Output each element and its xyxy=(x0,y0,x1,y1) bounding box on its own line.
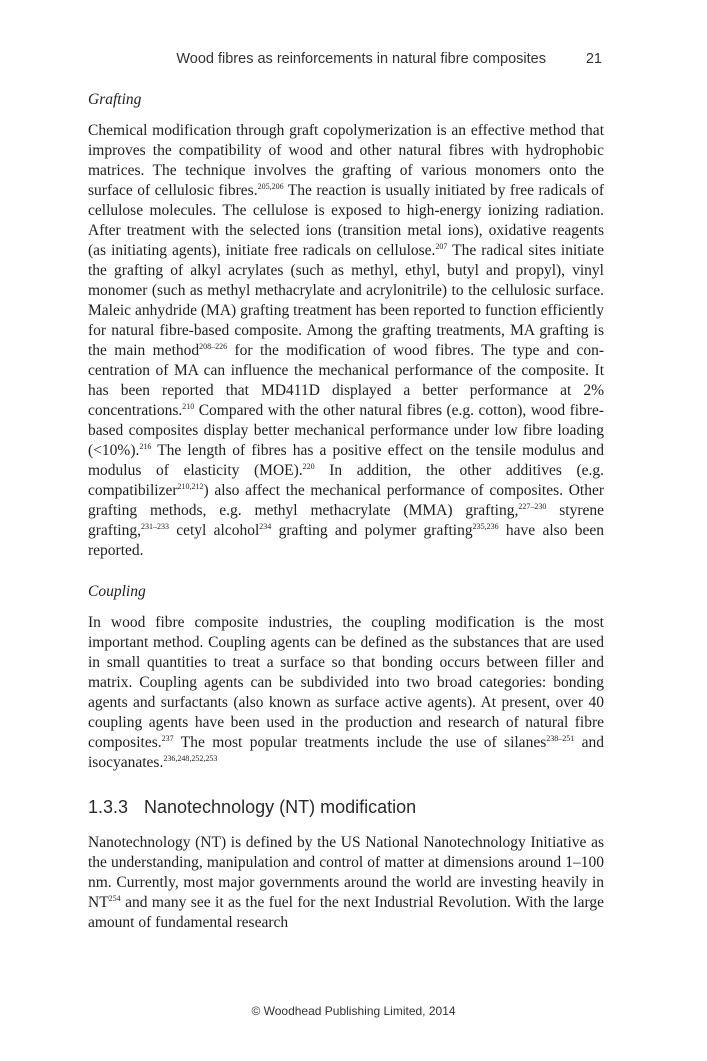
text-run: have also been reported. xyxy=(88,522,604,559)
text-run: Chemical modification through graft copolymerization is an effective method that improves the compatibility of wood and other natural fibres with hydrophobic matrices. The technique involves the grafting of various monomers onto the surface of cellulosic fibres. xyxy=(88,122,604,199)
citation-superscript: 210 xyxy=(182,402,195,411)
text-run: The length of fibres has a positive effect on the tensile modulus and modulus of elasticity (MOE). xyxy=(88,442,604,479)
text-run: Compared with the other natural fibres (e.g. cotton), wood fibre-based composites display better mechanical performance under low fibre loading (<10%). xyxy=(88,402,604,459)
citation-superscript: 208–226 xyxy=(199,342,228,351)
text-run: In addition, the other additives (e.g. compatibilizer xyxy=(88,462,605,499)
citation-superscript: 235,236 xyxy=(472,522,499,531)
citation-superscript: 210,212 xyxy=(177,482,204,491)
citation-superscript: 234 xyxy=(259,522,272,531)
text-run: In wood fibre composite industries, the coupling modification is the most important method. Coupling agents can be defined as the substances that are used in small quantities to treat a surface so that bonding occurs between filler and matrix. Coupling agents can be subdivided into two broad categories: bonding agents and surfactants (also known as surface active agents). At present, over 40 coupling agents have been used in the production and research of natural fibre composites. xyxy=(88,614,604,751)
coupling-paragraph xyxy=(88,613,604,773)
text-run: for the modification of wood fibres. The type and concentration of MA can influence the mechanical performance of the composite. It has been reported that MD411D displayed a better performance at 2% concentrations. xyxy=(88,342,604,419)
citation-superscript: 237 xyxy=(161,734,174,743)
text-run: and many see it as the fuel for the next Industrial Revolution. With the large amount of fundamental research xyxy=(88,894,604,931)
grafting-heading: Grafting xyxy=(88,91,142,108)
text-run: The most popular treatments include the use of silanes xyxy=(173,734,547,751)
citation-superscript: 254 xyxy=(108,894,121,903)
citation-superscript: 220 xyxy=(302,462,315,471)
section-number: 1.3.3 xyxy=(88,797,129,817)
text-run: cetyl alcohol xyxy=(168,522,260,539)
citation-superscript: 231–233 xyxy=(140,522,169,531)
grafting-paragraph xyxy=(88,121,604,561)
citation-superscript: 207 xyxy=(435,242,448,251)
running-title: Wood fibres as reinforcements in natural fibre composites xyxy=(176,51,546,67)
section-heading xyxy=(88,794,604,820)
citation-superscript: 205,206 xyxy=(257,182,284,191)
citation-superscript: 216 xyxy=(139,442,152,451)
copyright-footer: © Woodhead Publishing Limited, 2014 xyxy=(251,1004,456,1018)
page-number: 21 xyxy=(585,51,602,67)
text-run: and isocyanates. xyxy=(88,734,604,771)
citation-superscript: 227–230 xyxy=(518,502,547,511)
text-run: grafting and polymer grafting xyxy=(271,522,473,539)
text-run: styrene grafting, xyxy=(88,502,605,539)
section-title: Nanotechnology (NT) modification xyxy=(144,797,417,817)
nanotechnology-paragraph xyxy=(88,833,604,933)
coupling-heading: Coupling xyxy=(88,583,146,600)
text-run: ) also affect the mechanical performance of composites. Other grafting methods, e.g. methyl methacrylate (MMA) grafting, xyxy=(88,482,604,519)
text-run: The reaction is usually initiated by free radicals of cellulose molecules. The cellulose is exposed to high-energy ionizing radiation. After treatment with the selected ions (transition metal ions), oxidative reagents (as initiating agents), initiate free radicals on cellulose. xyxy=(88,182,605,259)
citation-superscript: 236,248,252,253 xyxy=(163,754,218,763)
body-text xyxy=(88,90,604,933)
citation-superscript: 238–251 xyxy=(546,734,575,743)
text-run: The radical sites initiate the grafting of alkyl acrylates (such as methyl, ethyl, butyl and propyl), vinyl monomer (such as methyl methacrylate and acrylonitrile) to the cellulosic surface. Maleic anhydride (MA) grafting treatment has been reported to function efficiently for natural fibre-based composite. Among the grafting treatments, MA grafting is the main method xyxy=(88,242,604,359)
text-run: Nanotechnology (NT) is defined by the US National Nanotechnology Initiative as the understanding, manipulation and control of matter at dimensions around 1–100 nm. Currently, most major governments around the world are investing heavily in NT xyxy=(88,834,604,911)
